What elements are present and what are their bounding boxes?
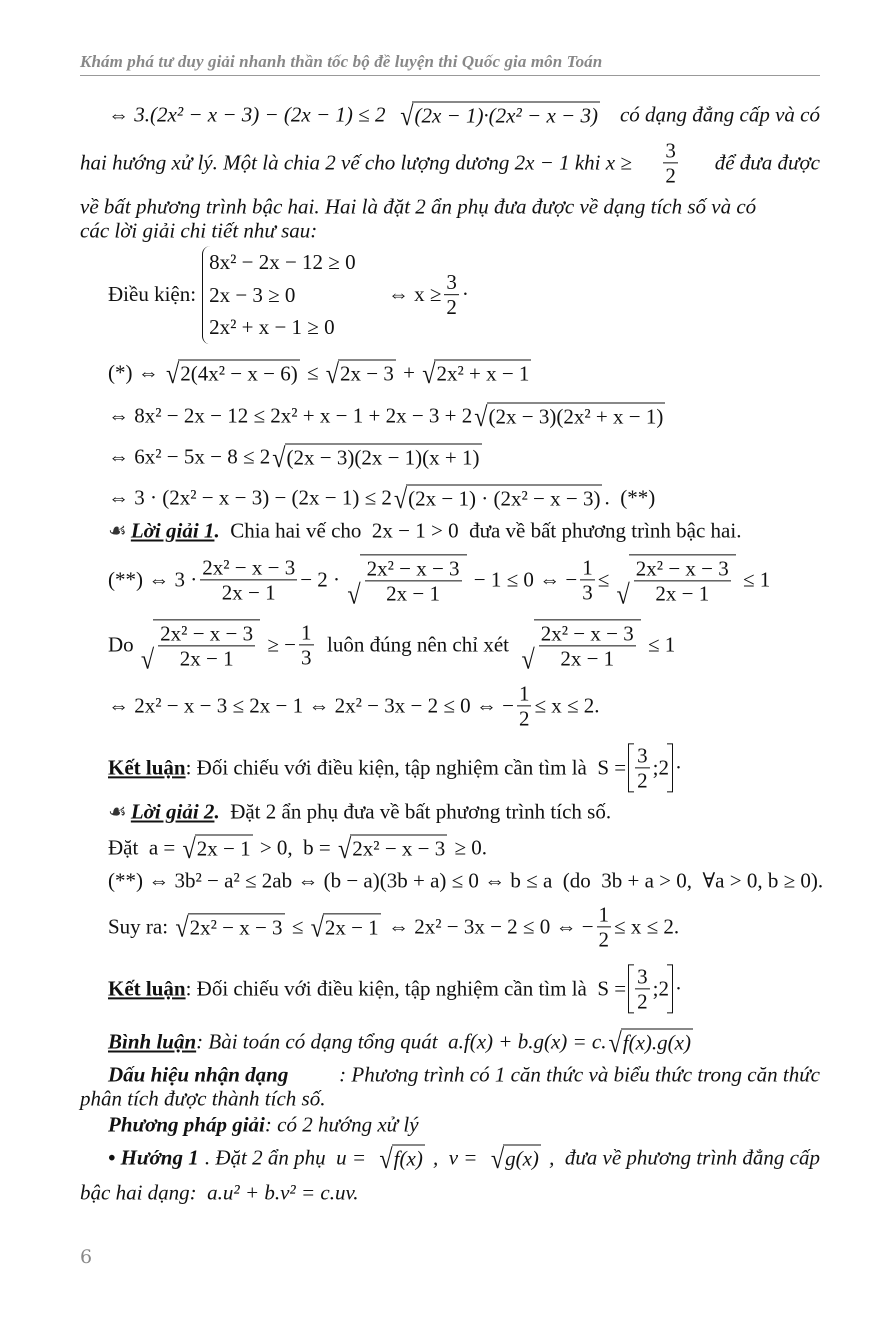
denominator [517, 707, 532, 731]
text-run: 3 [637, 964, 648, 989]
fraction [634, 556, 731, 605]
radicand [406, 485, 602, 512]
text-run: g(x) [505, 1146, 539, 1171]
text-run: + [397, 360, 421, 385]
text-run: 3 [665, 138, 676, 163]
text-run: 2x − 1 [655, 581, 710, 606]
text-run: 3 [446, 270, 457, 295]
square-root [140, 619, 260, 676]
text-run: − 1 ≤ 0 ⇔ − [468, 567, 578, 592]
text-line [108, 1027, 695, 1059]
radical-sign-icon: √ [166, 358, 180, 390]
text-line [108, 833, 488, 865]
text-run: ≤ x ≤ 2. [614, 914, 680, 939]
text-run: 2x² + x − 1 [436, 361, 530, 386]
text-run: · [674, 976, 682, 1001]
text-line [108, 619, 676, 676]
text-run: 2x² − x − 3 [352, 836, 446, 861]
radicand [153, 619, 260, 670]
text-run: luôn đúng nên chỉ xét [316, 632, 520, 657]
text-line [108, 519, 741, 544]
text-run: 2x² − x − 3 [202, 555, 296, 580]
text-line [80, 195, 820, 220]
text-line [80, 219, 317, 244]
numerator [539, 621, 636, 646]
text-run: phân tích được thành tích số. [80, 1086, 326, 1111]
radical-sign-icon: √ [422, 358, 436, 390]
fleuron-icon: ☙ [108, 518, 127, 543]
text-run: (2x − 1)·(2x² − x − 3) [414, 103, 598, 128]
text-run: (*) ⇔ [108, 360, 164, 385]
text-run: 2x² − x − 3 [189, 915, 283, 940]
text-run: ⇔ x ≥ [361, 282, 442, 307]
text-run: 2x² − x − 3 [160, 621, 254, 646]
square-root [521, 619, 641, 676]
bold-label: . [214, 799, 220, 824]
radical-sign-icon: √ [310, 912, 324, 944]
text-run: 2 [665, 163, 676, 188]
text-run: (2x − 3)(2x − 1)(x + 1) [286, 445, 480, 470]
fraction [158, 621, 255, 670]
text-run: : Đối chiếu với điều kiện, tập nghiệm cần tìm là S = [185, 755, 627, 780]
condition-row: 8x² − 2x − 12 ≥ 0 [209, 250, 356, 275]
numerator [444, 270, 459, 295]
radicand [195, 835, 253, 862]
text-run: hai hướng xử lý. Một là chia 2 vế cho lượng dương 2x − 1 khi x ≥ [80, 150, 632, 175]
numerator [597, 902, 612, 927]
text-run: (2x − 1) · (2x² − x − 3) [408, 486, 601, 511]
bold-label: Phương pháp giải [108, 1112, 265, 1137]
text-line [108, 554, 771, 611]
radicand [534, 619, 641, 670]
text-run: bậc hai dạng: a.u² + b.v² = c.uv. [80, 1180, 359, 1205]
text-run: ⇔ 6x² − 5x − 8 ≤ 2 [108, 444, 271, 469]
text-run: ≤ [301, 360, 324, 385]
text-run: Đặt 2 ẩn phụ đưa về bất phương trình tích số. [219, 799, 612, 824]
square-root [393, 483, 603, 515]
text-run: Đặt a = [108, 835, 181, 860]
text-run: ≤ 1 [642, 632, 676, 657]
text-line [108, 902, 679, 951]
numerator [299, 620, 314, 645]
text-run: 2x² − x − 3 [635, 556, 729, 581]
text-run: ≤ [597, 567, 615, 592]
denominator [178, 647, 236, 671]
fraction [663, 138, 678, 187]
denominator [597, 928, 612, 952]
numerator [580, 555, 595, 580]
text-line [108, 1143, 820, 1175]
square-root [490, 1143, 541, 1175]
text-run: 2 [637, 768, 648, 793]
text-line [108, 246, 469, 344]
text-run: · [461, 282, 469, 307]
conclusion-label: Kết luận [108, 755, 186, 780]
text-run: f(x) [393, 1146, 423, 1171]
section-heading: Lời giải 2 [130, 799, 215, 824]
text-run: ≥ 0. [449, 835, 488, 860]
fraction [299, 620, 314, 669]
radical-sign-icon: √ [521, 644, 535, 676]
text-run: 3 [637, 743, 648, 768]
text-run: 1 [301, 620, 312, 645]
text-line [108, 442, 484, 474]
fraction [635, 743, 650, 792]
radicand [350, 835, 447, 862]
radical-sign-icon: √ [400, 100, 414, 132]
text-line [80, 1087, 325, 1112]
fraction [365, 556, 462, 605]
text-run: 2 [446, 295, 457, 320]
denominator [558, 647, 616, 671]
fraction [539, 621, 636, 670]
square-root [325, 358, 396, 390]
radical-sign-icon: √ [140, 644, 155, 676]
text-run: ⇔ 3 · (2x² − x − 3) − (2x − 1) ≤ 2 [108, 485, 392, 510]
conclusion-label: Kết luận [108, 976, 186, 1001]
text-run: các lời giải chi tiết như sau: [80, 218, 318, 243]
radicand [503, 1145, 541, 1172]
numerator [365, 556, 462, 581]
text-run: : Bài toán có dạng tổng quát a.f(x) + b.g(x) = c. [196, 1029, 607, 1054]
text-run: để đưa được [709, 150, 820, 175]
text-run: : Phương trình có 1 căn thức và biểu thức trong căn thức [339, 1062, 820, 1087]
radical-sign-icon: √ [175, 912, 189, 944]
numerator [634, 556, 731, 581]
numerator [517, 681, 532, 706]
text-run: > 0, b = [254, 835, 337, 860]
text-run: Chia hai vế cho 2x − 1 > 0 đưa về bất phương trình bậc hai. [219, 518, 742, 543]
text-run: (**) ⇔ 3b² − a² ≤ 2ab ⇔ (b − a)(3b + a) ≤ 0 ⇔ b ≤ a (do 3b + a > 0, ∀a > 0, b ≥ 0). [108, 868, 824, 893]
text-run: : có 2 hướng xử lý [264, 1112, 419, 1137]
closed-interval [628, 743, 673, 792]
text-run: , v = [432, 1145, 483, 1170]
text-run: ≤ [286, 914, 309, 939]
numerator [663, 138, 678, 163]
text-run: ⇔ 3.(2x² − x − 3) − (2x − 1) ≤ 2 [108, 102, 386, 127]
text-run: ;2 [652, 755, 669, 780]
radicand [621, 1029, 693, 1056]
square-root [347, 554, 466, 611]
radicand [487, 403, 666, 430]
radical-sign-icon: √ [325, 358, 339, 390]
radicand [434, 360, 531, 387]
radicand [629, 554, 736, 605]
text-run: ⇔ 2x² − 3x − 2 ≤ 0 ⇔ − [382, 914, 594, 939]
radicand [178, 360, 299, 387]
section-heading: Bình luận [108, 1029, 197, 1054]
text-run: Suy ra: [108, 914, 174, 939]
text-line [108, 100, 820, 132]
square-root [379, 1143, 424, 1175]
fraction [444, 270, 459, 319]
radicand [338, 360, 396, 387]
bold-label: . [214, 518, 220, 543]
square-root [182, 833, 253, 865]
radical-sign-icon: √ [490, 1143, 505, 1175]
text-run: : Đối chiếu với điều kiện, tập nghiệm cần tìm là S = [185, 976, 627, 1001]
radical-sign-icon: √ [393, 483, 408, 515]
denominator [663, 164, 678, 188]
denominator [635, 990, 650, 1014]
square-root [474, 401, 665, 433]
text-run: Do [108, 632, 139, 657]
text-line [108, 1063, 820, 1088]
numerator [200, 555, 297, 580]
text-run: 2x − 1 [324, 915, 379, 940]
text-run: ≤ 1 [737, 567, 771, 592]
radicand [323, 914, 381, 941]
condition-system [202, 246, 356, 344]
text-line [108, 1113, 419, 1138]
denominator [299, 646, 314, 670]
square-root [338, 833, 447, 865]
page-number: 6 [80, 1246, 93, 1268]
square-root [608, 1027, 693, 1059]
text-run: , đưa về phương trình đẳng cấp [549, 1145, 820, 1170]
text-run: ⇔ 8x² − 2x − 12 ≤ 2x² + x − 1 + 2x − 3 + 2 [108, 403, 473, 428]
radical-sign-icon: √ [347, 579, 361, 611]
text-line [108, 483, 656, 515]
text-run: 2 [598, 927, 610, 952]
denominator [220, 581, 278, 605]
section-heading: Lời giải 1 [130, 518, 215, 543]
radicand [360, 554, 467, 605]
radical-sign-icon: √ [474, 401, 488, 433]
text-line [108, 964, 682, 1013]
text-line [108, 681, 600, 730]
text-run: f(x).g(x) [622, 1030, 691, 1055]
text-line [80, 1181, 359, 1206]
text-line [108, 743, 682, 792]
text-line [80, 138, 820, 187]
condition-row: 2x² + x − 1 ≥ 0 [209, 315, 335, 340]
fraction [517, 681, 532, 730]
text-run: 2x − 1 [221, 580, 276, 605]
text-run: (**) ⇔ 3 · [108, 567, 198, 592]
text-run: 2x − 1 [196, 836, 251, 861]
text-run: ⇔ 2x² − x − 3 ≤ 2x − 1 ⇔ 2x² − 3x − 2 ≤ 0 ⇔ − [108, 693, 514, 718]
text-run: 1 [582, 555, 593, 580]
square-root [175, 912, 284, 944]
text-run: có dạng đẳng cấp và có [614, 102, 820, 127]
fleuron-icon: ☙ [108, 799, 127, 824]
text-line [108, 800, 611, 825]
text-run: 2x − 1 [386, 581, 440, 606]
text-line [108, 869, 823, 894]
radical-sign-icon: √ [608, 1027, 622, 1059]
denominator [635, 769, 650, 793]
text-run: 2(4x² − x − 6) [180, 361, 298, 386]
text-run: về bất phương trình bậc hai. Hai là đặt 2 ẩn phụ đưa được về dạng tích số và có [80, 194, 757, 219]
text-run: 2 [518, 706, 530, 731]
fraction [635, 964, 650, 1013]
radicand [392, 1145, 425, 1172]
text-run: 2x² − x − 3 [540, 621, 634, 646]
text-run: (2x − 3)(2x² + x − 1) [488, 404, 664, 429]
text-run: . (**) [604, 485, 656, 510]
denominator [653, 582, 711, 606]
text-run: 1 [598, 902, 610, 927]
text-run: 2x − 1 [179, 646, 234, 671]
radical-sign-icon: √ [338, 833, 352, 865]
text-run: 3 [582, 580, 593, 605]
text-run: ≥ − [262, 632, 297, 657]
condition-row: 2x − 3 ≥ 0 [209, 282, 296, 307]
denominator [444, 295, 459, 319]
bold-label: • Hướng 1 [108, 1145, 199, 1170]
denominator [580, 581, 595, 605]
text-run: 2x² − x − 3 [366, 556, 460, 581]
radicand [412, 102, 600, 129]
text-run: 2 [637, 989, 648, 1014]
numerator [158, 621, 255, 646]
text-run: · [674, 755, 682, 780]
fraction [200, 555, 297, 604]
text-run: 2x − 3 [340, 361, 394, 386]
square-root [616, 554, 736, 611]
running-header: Khám phá tư duy giải nhanh thần tốc bộ đề luyện thi Quốc gia môn Toán [80, 52, 820, 76]
square-root [272, 442, 481, 474]
numerator [635, 964, 650, 989]
radical-sign-icon: √ [379, 1143, 393, 1175]
square-root [400, 100, 600, 132]
text-run: Điều kiện: [108, 282, 197, 307]
text-line [108, 401, 667, 433]
radicand [188, 914, 285, 941]
text-line [108, 358, 533, 390]
text-run: 1 [518, 681, 530, 706]
radicand [285, 444, 482, 471]
text-run: ≤ x ≤ 2. [534, 693, 600, 718]
radical-sign-icon: √ [616, 579, 630, 611]
closed-interval [628, 964, 673, 1013]
square-root [422, 358, 531, 390]
numerator [635, 743, 650, 768]
square-root [310, 912, 381, 944]
text-run: ;2 [652, 976, 669, 1001]
fraction [580, 555, 595, 604]
radical-sign-icon: √ [272, 442, 286, 474]
denominator [384, 582, 442, 606]
fraction [597, 902, 612, 951]
square-root [166, 358, 300, 390]
text-run: 3 [301, 645, 312, 670]
text-run: . Đặt 2 ẩn phụ u = [204, 1145, 372, 1170]
radical-sign-icon: √ [182, 833, 196, 865]
text-run: − 2 · [300, 567, 346, 592]
text-run: 2x − 1 [560, 646, 615, 671]
bold-label: Dấu hiệu nhận dạng [108, 1062, 289, 1087]
